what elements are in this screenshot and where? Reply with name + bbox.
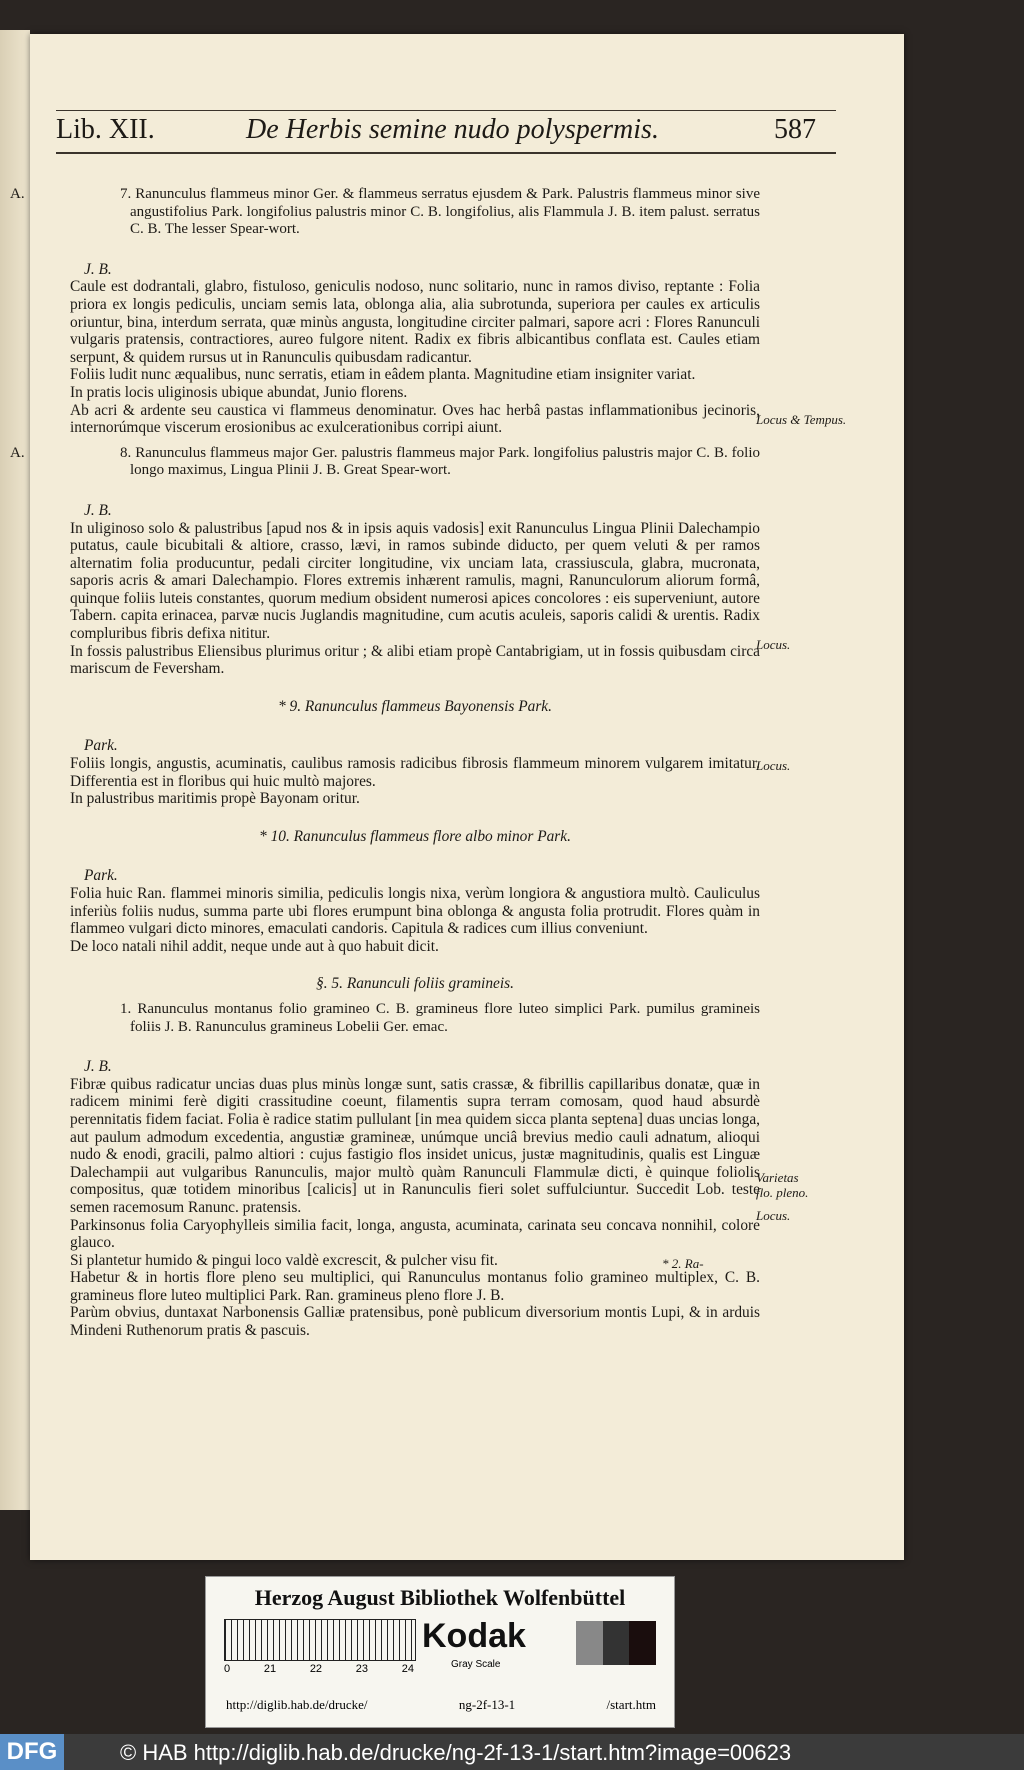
color-calibration-card — [205, 1576, 675, 1728]
paragraph: Ab acri & ardente seu caustica vi flammeus denominatur. Oves hac herbâ pastas inflammationibus jecinoris, internorúmque viscerum erosionibus ac exulcerationibus corripi aiunt. — [70, 401, 760, 437]
footer-bar — [0, 1734, 1024, 1770]
margin-note: Locus. — [756, 637, 791, 652]
paragraph: In palustribus maritimis propè Bayonam oritur. — [70, 790, 360, 808]
paragraph: Foliis ludit nunc æqualibus, nunc serratis, etiam in eâdem planta. Magnitudine etiam insigniter variat. — [70, 366, 696, 384]
paragraph: Si plantetur humido & pingui loco valdè excrescit, & pulcher visu fit. — [70, 1251, 498, 1269]
species-entry — [10, 186, 760, 239]
url-mid: ng-2f-13-1 — [458, 1697, 516, 1712]
paragraph: In uliginoso solo & palustribus [apud nos & in ipsis aquis vadosis] exit Ranunculus Lingua Plinii Dalechampio putatus, caule bicubitali & altiore, crasso, lævi, in ramos subinde diducto, per quem veluti & per ramos alternatim folia producuntur, pedali circiter longitudine, vix unciam lata, crassiuscula, glabra, mucronata, saporis acris & amari Dalechampio. Flores extremis inhærent ramulis, magni, Ranunculorum aliorum formâ, quinque foliis luteis constantes, quorum medium obsident numerosi apices concolores : eis superveniunt, autore Tabern. capita erinacea, parvæ nucis Juglandis magnitudine, cum acutis aculeis, saporis calidi & urentis. Radix compluribus fibris defixa nititur. — [70, 519, 760, 643]
entry-letter: A. — [10, 186, 25, 202]
centered-heading: * 9. Ranunculus flammeus Bayonensis Park. — [277, 697, 552, 715]
source-abbrev: J. B. — [84, 501, 112, 519]
entry-text: 8. Ranunculus flammeus major Ger. palustris flammeus major Park. longifolius palustris major C. B. folio longo maximus, Lingua Plinii J. B. Great Spear-wort. — [120, 444, 760, 479]
header-rule — [56, 110, 836, 111]
source-abbrev: Park. — [84, 737, 118, 755]
library-name: Herzog August Bibliothek Wolfenbüttel — [254, 1585, 626, 1610]
running-header — [56, 112, 836, 154]
ruler-number: 24 — [401, 1663, 414, 1675]
paragraph: Foliis longis, angustis, acuminatis, caulibus ramosis radicibus fibrosis flammeum minorem vulgarem imitatur. Differentia est in floribus qui huic multò majores. — [70, 755, 760, 790]
gray-scale-label: Gray Scale — [451, 1659, 501, 1670]
margin-note: Locus & Tempus. — [756, 412, 847, 427]
paragraph: Folia huic Ran. flammei minoris similia, pediculis longis nixa, verùm longiora & angustiora multò. Cauliculus inferiùs foliis nudus, summa parte ubi flores erumpunt bina oblonga & angusta folia protrudit. Flores quàm in flammeo vulgari dicto minores, emaculati candoris. Capitula & radices cum illius conveniunt. — [70, 885, 760, 938]
url-left: http://diglib.hab.de/drucke/ — [226, 1697, 368, 1712]
section-title: De Herbis semine nudo polyspermis. — [246, 114, 659, 145]
url-right: /start.htm — [606, 1697, 656, 1712]
ruler-number: 22 — [309, 1663, 323, 1675]
copyright-link[interactable]: © HAB http://diglib.hab.de/drucke/ng-2f-13-1/start.htm?image=00623 — [120, 1740, 792, 1765]
page-body — [10, 178, 760, 1340]
ruler-number: 0 — [224, 1663, 231, 1675]
paragraph: De loco natali nihil addit, neque unde aut à quo habuit dicit. — [70, 937, 439, 955]
entry-letter: A. — [10, 444, 25, 461]
centered-heading: * 10. Ranunculus flammeus flore albo minor Park. — [259, 827, 571, 845]
paragraph: In pratis locis uliginosis ubique abundat, Junio florens. — [70, 383, 408, 401]
gray-swatches — [576, 1621, 656, 1665]
paragraph: Parkinsonus folia Caryophylleis similia facit, longa, angusta, acuminata, carinata seu concava nonnihil, colore glauco. — [70, 1216, 760, 1252]
margin-note: Varietas flo. pleno. — [756, 1170, 809, 1200]
margin-note: Locus. — [756, 1208, 791, 1223]
ruler-number: 23 — [355, 1663, 369, 1675]
species-entry — [10, 444, 760, 480]
ruler-numbers — [224, 1663, 414, 1675]
book-page — [10, 34, 904, 1560]
page-number: 587 — [774, 114, 816, 145]
centered-heading: §. 5. Ranunculi foliis gramineis. — [316, 975, 514, 993]
book-number: Lib. XII. — [56, 114, 155, 145]
paragraph: In fossis palustribus Eliensibus plurimus oritur ; & alibi etiam propè Cantabrigiam, ut in fossis quibusdam circa mariscum de Feversham. — [70, 642, 760, 678]
ruler-number: 21 — [263, 1663, 277, 1675]
left-page-edge — [0, 30, 30, 1510]
paragraph: Habetur & in hortis flore pleno seu multiplici, qui Ranunculus montanus folio gramineo multiplex, C. B. gramineus flore luteo multiplici Park. Ran. gramineus pleno flore J. B. — [70, 1269, 760, 1304]
kodak-logo: Kodak — [422, 1617, 526, 1655]
entry-text: 7. Ranunculus flammeus minor Ger. & flammeus serratus ejusdem & Park. Palustris flammeus minor sive angustifolius Park. longifolius palustris minor C. B. longifolius, alis Flammula J. B. item palust. serratus C. B. The lesser Spear-wort. — [120, 186, 760, 238]
paragraph: Parùm obvius, duntaxat Narbonensis Galliæ pratensibus, ponè publicum diversorium montis Lupi, & in arduis Mindeni Ruthenorum pratis & pascuis. — [70, 1304, 760, 1340]
source-abbrev: J. B. — [84, 1058, 112, 1076]
paragraph: Caule est dodrantali, glabro, fistuloso, geniculis nodoso, nunc solitario, nunc in ramos diviso, reptante : Folia priora ex longis pediculis, unciam semis lata, oblonga alia, alia subrotunda, superiora per caules ex articulis oriuntur, bina, interdum serrata, quæ minùs angusta, longitudine circiter palmari, sapore acri : Flores Ranunculi vulgaris pratensis, contractiores, aureo fulgore nitent. Radix ex fibris albicantibus conflata est. Caules etiam serpunt, & quidem rursus ut in Ranunculis quibusdam radicantur. — [70, 278, 760, 366]
entry-text: 1. Ranunculus montanus folio gramineo C. B. gramineus flore luteo simplici Park. pumilus gramineis foliis J. B. Ranunculus gramineus Lobelii Ger. emac. — [120, 1000, 760, 1035]
paragraph: Fibræ quibus radicatur uncias duas plus minùs longæ sunt, satis crassæ, & fibrillis capillaribus donatæ, quæ in radicem minimi ferè digiti crassitudine coeunt, filamentis supra terram comosam, quod haud absurdè perennitatis fidem faciat. Folia è radice statim pullulant [in mea quidem sicca planta septena] duas uncias longa, aut paulum admodum excedentia, angustiæ gramineæ, unúmque unciâ brevius medio cauli adnatum, alioqui nudo & enodi, gracili, palmo altiori : cujus fastigio flos insidet unicus, justæ magnitudinis, qualis est Linguæ Dalechampii aut vulgaribus Ranunculis, major multò quàm Ranunculi Flammulæ dicti, è quinque foliolis compositus, quæ totidem minoribus [calicis] ut in Ranunculis fieri solet suffulciuntur. Succedit Lob. teste semen racemosum Ranunc. pratensis. — [70, 1075, 760, 1216]
ruler-scale — [224, 1619, 416, 1661]
dfg-logo: DFG — [0, 1734, 64, 1770]
catchword: * 2. Ra- — [662, 1256, 704, 1271]
margin-note: Locus. — [756, 758, 791, 773]
url-strip — [226, 1697, 656, 1713]
source-abbrev: J. B. — [84, 260, 112, 278]
species-entry — [70, 1001, 760, 1036]
source-abbrev: Park. — [84, 867, 118, 885]
